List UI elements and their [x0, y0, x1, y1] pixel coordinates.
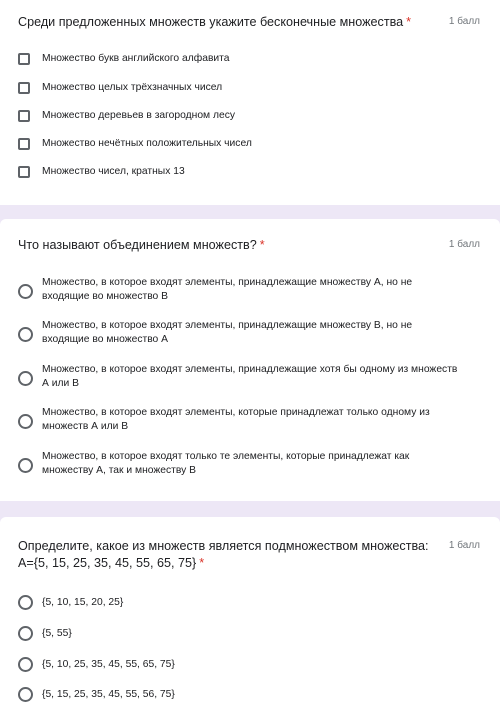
question-card-1 — [0, 0, 500, 205]
radio-icon[interactable] — [18, 626, 33, 641]
radio-icon[interactable] — [18, 595, 33, 610]
question-title: Что называют объединением множеств? * — [18, 238, 265, 252]
option-label: {5, 15, 25, 35, 45, 55, 56, 75} — [42, 689, 175, 700]
question-card-2 — [0, 219, 500, 501]
option-label: Множество, в которое входят элементы, принадлежащие хотя бы одному из множеств А или В — [42, 364, 458, 389]
option-label: Множество, в которое входят элементы, принадлежащие множеству А, но не входящие во множество В — [42, 277, 413, 302]
checkbox-icon[interactable] — [18, 166, 30, 178]
option-label: {5, 10, 25, 35, 45, 55, 65, 75} — [42, 659, 175, 670]
question-card-3 — [0, 517, 500, 728]
radio-icon[interactable] — [18, 284, 33, 299]
checkbox-icon[interactable] — [18, 138, 30, 150]
question-points: 1 балл — [448, 540, 480, 551]
required-asterisk: * — [259, 238, 265, 252]
question-title: Среди предложенных множеств укажите бесконечные множества * — [18, 15, 412, 29]
radio-icon[interactable] — [18, 458, 33, 473]
option-label: Множество, в которое входят элементы, принадлежащие множеству В, но не входящие во множество А — [42, 320, 413, 345]
option-label: Множество букв английского алфавита — [42, 53, 230, 64]
option-label: Множество нечётных положительных чисел — [42, 138, 252, 149]
required-asterisk: * — [199, 556, 205, 570]
radio-icon[interactable] — [18, 414, 33, 429]
required-asterisk: * — [406, 15, 412, 29]
radio-icon[interactable] — [18, 687, 33, 702]
question-title: Определите, какое из множеств является подмножеством множества: A={5, 15, 25, 35, 45, 55, 65, 75} * — [18, 539, 429, 570]
radio-icon[interactable] — [18, 371, 33, 386]
option-label: {5, 10, 15, 20, 25} — [42, 597, 124, 608]
option-label: Множество деревьев в загородном лесу — [42, 110, 236, 121]
option-label: Множество целых трёхзначных чисел — [42, 82, 223, 93]
option-label: {5, 55} — [42, 628, 72, 639]
radio-icon[interactable] — [18, 327, 33, 342]
checkbox-icon[interactable] — [18, 110, 30, 122]
option-label: Множество, в которое входят элементы, которые принадлежат только одному из множеств А или В — [42, 407, 430, 432]
option-label: Множество чисел, кратных 13 — [42, 166, 185, 177]
question-points: 1 балл — [448, 239, 480, 250]
checkbox-icon[interactable] — [18, 82, 30, 94]
checkbox-icon[interactable] — [18, 53, 30, 65]
question-points: 1 балл — [448, 16, 480, 27]
radio-icon[interactable] — [18, 657, 33, 672]
option-label: Множество, в которое входят только те элементы, которые принадлежат как множеству А, так и множеству В — [42, 451, 410, 476]
